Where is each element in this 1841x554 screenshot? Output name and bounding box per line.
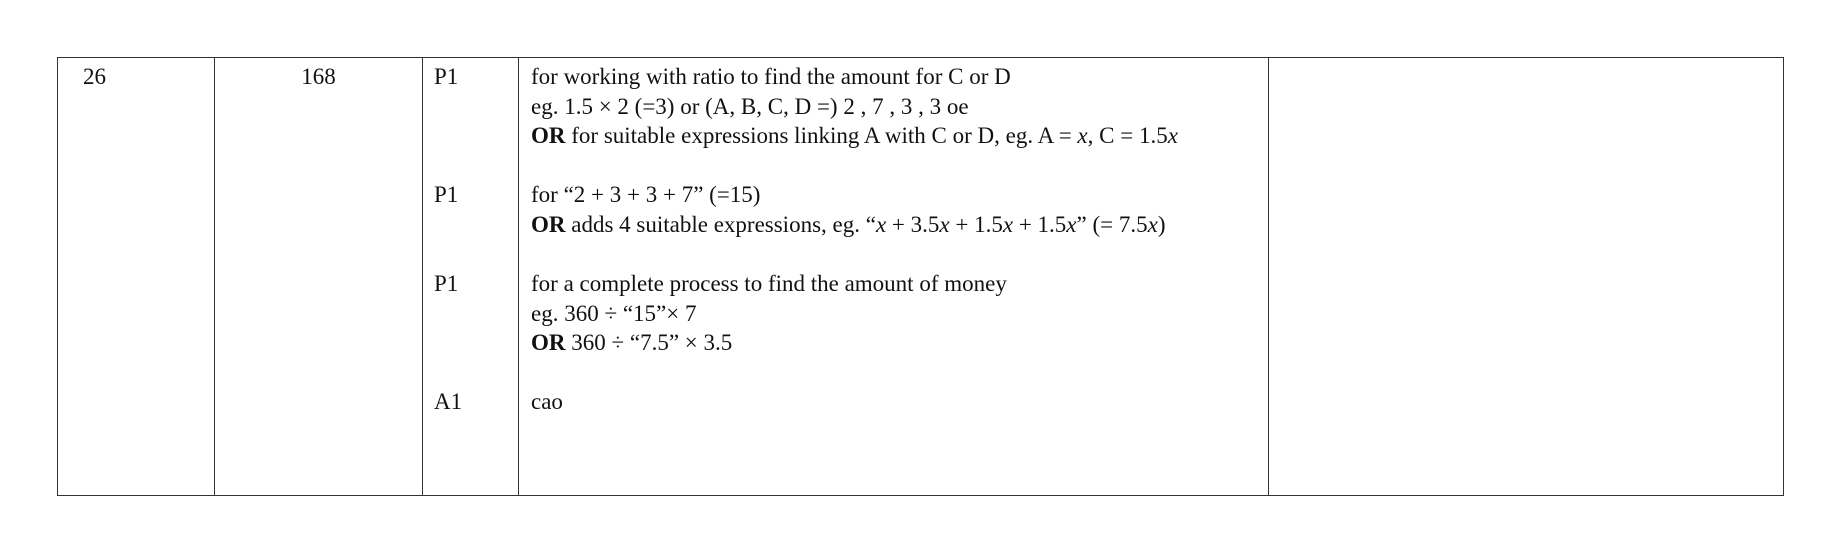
mark-column xyxy=(422,58,518,495)
note-line xyxy=(531,387,563,417)
mark-code: P1 xyxy=(434,64,459,89)
mark-notes xyxy=(531,387,563,417)
note-text: 360 ÷ “7.5” × 3.5 xyxy=(565,330,733,355)
note-text: for suitable expressions linking A with C or D, eg. A = xyxy=(565,123,1078,148)
note-line xyxy=(531,62,1178,92)
note-text: eg. 1.5 × 2 (=3) or (A, B, C, D =) 2 , 7 , 3 , 3 oe xyxy=(531,93,969,119)
note-text: + 1.5 xyxy=(949,211,1003,237)
variable: x xyxy=(1147,211,1158,237)
note-line xyxy=(531,121,1178,151)
note-text: ” (= 7.5 xyxy=(1076,211,1148,237)
note-text: adds 4 suitable expressions, eg. “ xyxy=(565,211,876,237)
question-column xyxy=(58,58,214,495)
note-line xyxy=(531,269,1007,299)
note-text: , C = 1.5 xyxy=(1087,123,1168,148)
note-text: for “2 + 3 + 3 + 7” (=15) xyxy=(531,182,761,207)
question-number: 26 xyxy=(83,64,106,89)
or-keyword: OR xyxy=(531,330,566,355)
note-text: eg. 360 ÷ “15”× 7 xyxy=(531,300,697,326)
mark-code: P1 xyxy=(434,271,459,296)
mark-notes xyxy=(531,180,1166,239)
note-line xyxy=(531,210,1166,240)
variable: x xyxy=(875,211,887,237)
variable: x xyxy=(939,211,950,237)
mark-notes xyxy=(531,62,1178,151)
notes-column xyxy=(518,58,1268,495)
mark-code: A1 xyxy=(434,389,463,414)
note-text: ) xyxy=(1157,211,1166,237)
variable: x xyxy=(1077,123,1088,148)
note-line xyxy=(531,328,1007,358)
note-line xyxy=(531,180,1166,210)
or-keyword: OR xyxy=(531,123,566,148)
note-text: for a complete process to find the amount of money xyxy=(531,271,1007,296)
mark-scheme-table xyxy=(57,57,1784,496)
variable: x xyxy=(1002,211,1014,237)
note-line xyxy=(531,299,1007,329)
note-text: + 1.5 xyxy=(1013,211,1067,237)
or-keyword: OR xyxy=(531,211,566,237)
note-text: for working with ratio to find the amount for C or D xyxy=(531,64,1011,89)
answer-column xyxy=(214,58,422,495)
note-line xyxy=(531,92,1178,122)
mark-code: P1 xyxy=(434,182,459,207)
additional-guidance-column xyxy=(1268,58,1783,495)
note-text: cao xyxy=(531,389,563,414)
variable: x xyxy=(1066,211,1077,237)
note-text: + 3.5 xyxy=(886,211,940,237)
variable: x xyxy=(1167,123,1178,148)
answer-value: 168 xyxy=(301,64,336,89)
mark-notes xyxy=(531,269,1007,358)
